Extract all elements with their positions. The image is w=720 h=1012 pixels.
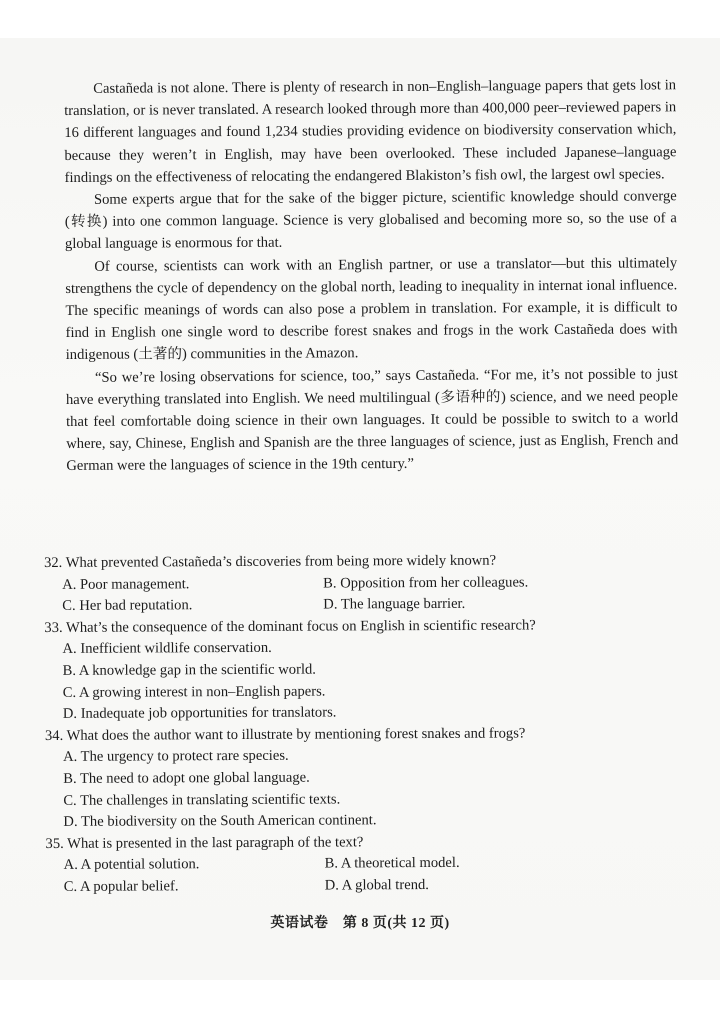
question-stem: 33. What’s the consequence of the dominant focus on English in scientific research? [44, 617, 536, 636]
option-b: B. A knowledge gap in the scientific world. [62, 661, 316, 679]
option-c: C. Her bad reputation. [62, 597, 193, 615]
option-c: C. The challenges in translating scientific texts. [63, 790, 341, 809]
passage-paragraph-4: “So we’re losing observations for science, too,” says Castañeda. “For me, it’s not possible to just have everything translated into English. We need multilingual (多语种的) science, and we need people that feel comfortable doing science in their own languages. It could be possible to switch to a world where, say, Chinese, English and Spanish are the three languages of science, just as English, French and German were the languages of science in the 19th century.” [65, 365, 679, 475]
answer-options [44, 636, 684, 726]
option-a: A. Poor management. [62, 575, 190, 593]
option-a: A. The urgency to protect rare species. [63, 748, 289, 766]
option-c: C. A popular belief. [63, 878, 179, 895]
option-a: A. A potential solution. [63, 856, 200, 874]
question-33 [44, 614, 685, 725]
answer-options [44, 571, 684, 618]
question-stem: 34. What does the author want to illustrate by mentioning forest snakes and frogs? [44, 725, 526, 744]
page-footer: 英语试卷 第 8 页(共 12 页) [270, 916, 450, 931]
option-b: B. A theoretical model. [324, 855, 460, 872]
option-b: B. The need to adopt one global language. [63, 769, 310, 787]
option-b: B. Opposition from her colleagues. [323, 574, 529, 592]
option-d: D. The language barrier. [323, 595, 466, 613]
question-32 [44, 550, 684, 618]
option-c: C. A growing interest in non–English papers. [62, 683, 326, 701]
reading-passage [64, 74, 678, 477]
answer-options [45, 744, 685, 834]
passage-paragraph-2: Some experts argue that for the sake of the bigger picture, scientific knowledge should converge (转换) into one common language. Science is very globalised and becoming more so, so the use of a global language is enormous for that. [64, 188, 677, 253]
passage-paragraph-1: Castañeda is not alone. There is plenty of research in non–English–language papers that gets lost in translation, or is never translated. A research looked through more than 400,000 peer–reviewed papers in 16 different languages and found 1,234 studies providing evidence on biodiversity conservation which, because they weren’t in English, may have been overlooked. These included Japanese–language findings on the effectiveness of relocating the endangered Blakiston’s fish owl, the largest owl species. [64, 77, 677, 186]
option-d: D. Inadequate job opportunities for translators. [62, 704, 337, 723]
answer-options [46, 852, 686, 899]
option-d: D. The biodiversity on the South American continent. [63, 812, 377, 831]
option-d: D. A global trend. [324, 876, 429, 894]
passage-paragraph-3: Of course, scientists can work with an English partner, or use a translator—but this ultimately strengthens the cycle of dependency on the global north, leading to inequality in internat ional influence. The specific meanings of words can also pose a problem in translation. For example, it is difficult to find in English one single word to describe forest snakes and frogs in the work Castañeda does with indigenous (土著的) communities in the Amazon. [65, 254, 678, 364]
question-stem: 32. What prevented Castañeda’s discoveries from being more widely known? [44, 552, 497, 571]
option-a: A. Inefficient wildlife conservation. [62, 640, 272, 658]
question-section [44, 550, 686, 899]
question-34 [45, 722, 686, 833]
question-stem: 35. What is presented in the last paragraph of the text? [45, 834, 364, 852]
question-35 [45, 830, 685, 898]
